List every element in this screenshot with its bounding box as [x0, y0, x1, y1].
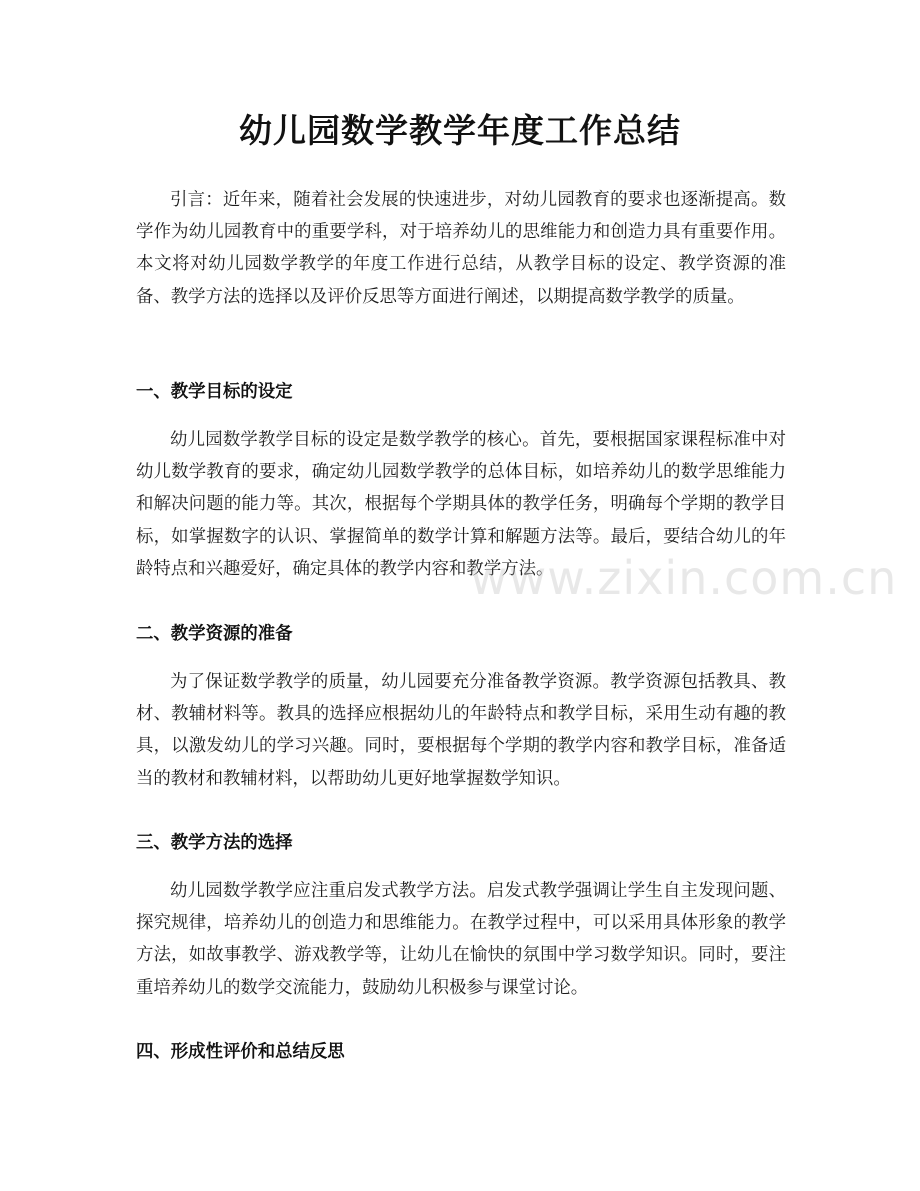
document-title: 幼儿园数学教学年度工作总结 [239, 111, 681, 150]
section-1-heading: 一、教学目标的设定 [136, 382, 293, 402]
section-3-body: 幼儿园数学教学应注重启发式教学方法。启发式教学强调让学生自主发现问题、探究规律，培养幼儿的创造力和思维能力。在教学过程中，可以采用具体形象的教学方法，如故事教学、游戏教学等，让幼儿在愉快的氛围中学习数学知识。同时，要注重培养幼儿的数学交流能力，鼓励幼儿积极参与课堂讨论。 [136, 881, 786, 998]
watermark-text: www.zixin.com.cn [470, 551, 898, 605]
intro-paragraph: 引言：近年来，随着社会发展的快速进步，对幼儿园教育的要求也逐渐提高。数学作为幼儿园教育中的重要学科，对于培养幼儿的思维能力和创造力具有重要作用。本文将对幼儿园数学教学的年度工作进行总结，从教学目标的设定、教学资源的准备、教学方法的选择以及评价反思等方面进行阐述，以期提高数学教学的质量。 [136, 190, 786, 307]
section-3-heading: 三、教学方法的选择 [136, 833, 293, 853]
section-1-body: 幼儿园数学教学目标的设定是数学教学的核心。首先，要根据国家课程标准中对幼儿数学教育的要求，确定幼儿园数学教学的总体目标，如培养幼儿的数学思维能力和解决问题的能力等。其次，根据每个学期具体的教学任务，明确每个学期的教学目标，如掌握数字的认识、掌握简单的数学计算和解题方法等。最后，要结合幼儿的年龄特点和兴趣爱好，确定具体的教学内容和教学方法。 [136, 430, 786, 579]
section-2-body: 为了保证数学教学的质量，幼儿园要充分准备教学资源。教学资源包括教具、教材、教辅材料等。教具的选择应根据幼儿的年龄特点和教学目标，采用生动有趣的教具，以激发幼儿的学习兴趣。同时，要根据每个学期的教学内容和教学目标，准备适当的教材和教辅材料，以帮助幼儿更好地掌握数学知识。 [136, 672, 786, 789]
section-4-heading: 四、形成性评价和总结反思 [136, 1042, 345, 1062]
section-2-heading: 二、教学资源的准备 [136, 624, 293, 644]
